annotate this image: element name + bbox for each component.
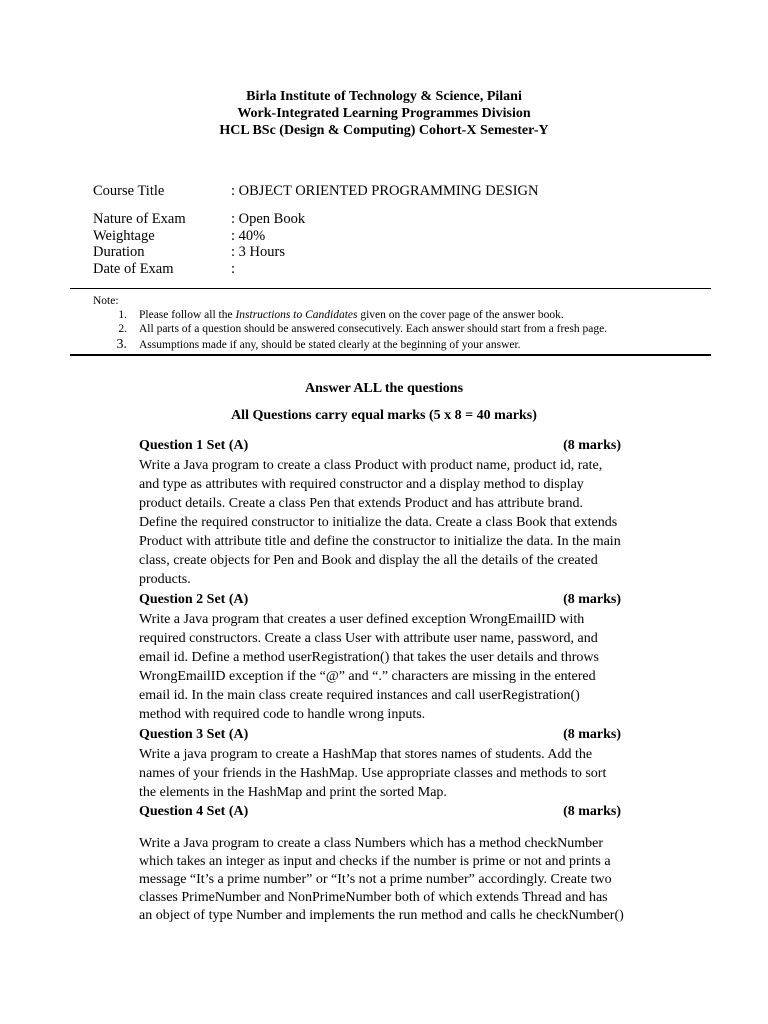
- note-text: Assumptions made if any, should be stated clearly at the beginning of your answer.: [139, 339, 521, 351]
- question-heading: [139, 590, 621, 609]
- note-item: [93, 308, 564, 323]
- question-line: Define the required constructor to initialize the data. Create a class Book that extends: [139, 515, 618, 530]
- question-line: an object of type Number and implements the run method and calls he checkNumber(): [139, 908, 624, 923]
- divider-top: [70, 288, 711, 289]
- question-line: Write a java program to create a HashMap that stores names of students. Add the: [139, 747, 593, 762]
- question-line: message “It’s a prime number” or “It’s not a prime number” accordingly. Create two: [139, 872, 612, 887]
- question-line: Write a Java program to create a class Product with product name, product id, rate,: [139, 458, 603, 473]
- question-line: email id. In the main class create required instances and call userRegistration(): [139, 688, 580, 703]
- note-emphasis: Instructions to Candidates: [235, 309, 358, 321]
- question-line: which takes an integer as input and checks if the number is prime or not and prints a: [139, 854, 611, 869]
- question-heading: [139, 725, 621, 744]
- question-line: the elements in the HashMap and print the sorted Map.: [139, 785, 447, 800]
- question-line: Write a Java program that creates a user defined exception WrongEmailID with: [139, 612, 585, 627]
- institution-header: [0, 88, 768, 139]
- exam-detail-label: Duration: [93, 244, 145, 260]
- question-line: products.: [139, 572, 191, 587]
- note-number: 1.: [118, 309, 127, 321]
- note-item: [93, 337, 521, 353]
- question-line: Write a Java program to create a class Numbers which has a method checkNumber: [139, 836, 603, 851]
- question-body: [139, 835, 679, 925]
- marks-distribution-heading: All Questions carry equal marks (5 x 8 = 40 marks): [231, 408, 537, 423]
- note-number: 2.: [118, 323, 127, 335]
- exam-detail-value: : Open Book: [231, 211, 306, 227]
- question-title: Question 4 Set (A): [139, 804, 249, 819]
- question-title: Question 1 Set (A): [139, 438, 249, 453]
- exam-detail-value: : 3 Hours: [231, 244, 285, 260]
- question-line: email id. Define a method userRegistration() that takes the user details and throws: [139, 650, 599, 665]
- question-marks: (8 marks): [563, 592, 621, 607]
- program-name: HCL BSc (Design & Computing) Cohort-X Semester-Y: [219, 123, 549, 138]
- exam-detail-label: Nature of Exam: [93, 211, 186, 227]
- question-line: classes PrimeNumber and NonPrimeNumber both of which extends Thread and has: [139, 890, 608, 905]
- course-title-value: : OBJECT ORIENTED PROGRAMMING DESIGN: [231, 183, 539, 199]
- division-name: Work-Integrated Learning Programmes Division: [237, 106, 531, 121]
- question-body: [139, 456, 679, 589]
- question-line: method with required code to handle wrong inputs.: [139, 707, 426, 722]
- institution-name: Birla Institute of Technology & Science, Pilani: [246, 89, 522, 104]
- divider-bottom: [70, 354, 711, 356]
- question-heading: [139, 436, 621, 455]
- question-title: Question 2 Set (A): [139, 592, 249, 607]
- question-marks: (8 marks): [563, 727, 621, 742]
- exam-detail-value: : 40%: [231, 228, 266, 244]
- note-item: [93, 322, 607, 337]
- note-number: 3.: [116, 337, 127, 352]
- question-line: names of your friends in the HashMap. Use appropriate classes and methods to sort: [139, 766, 607, 781]
- answer-all-heading: Answer ALL the questions: [304, 381, 464, 396]
- note-text: given on the cover page of the answer book.: [357, 309, 564, 321]
- exam-detail-label: Date of Exam: [93, 261, 174, 277]
- question-body: [139, 745, 679, 802]
- question-title: Question 3 Set (A): [139, 727, 249, 742]
- question-line: class, create objects for Pen and Book and display the all the details of the created: [139, 553, 598, 568]
- question-line: Product with attribute title and define the constructor to initialize the data. In the main: [139, 534, 621, 549]
- question-marks: (8 marks): [563, 804, 621, 819]
- course-title-label: Course Title: [93, 183, 165, 199]
- question-line: WrongEmailID exception if the “@” and “.” characters are missing in the entered: [139, 669, 596, 684]
- question-marks: (8 marks): [563, 438, 621, 453]
- note-text: Please follow all the: [139, 309, 236, 321]
- note-text: All parts of a question should be answered consecutively. Each answer should start from a fresh page.: [139, 323, 608, 335]
- note-label: Note:: [93, 295, 119, 307]
- question-line: required constructors. Create a class User with attribute user name, password, and: [139, 631, 598, 646]
- exam-detail-value: :: [231, 261, 236, 277]
- question-heading: [139, 802, 621, 821]
- question-body: [139, 610, 679, 724]
- exam-detail-label: Weightage: [93, 228, 155, 244]
- question-line: product details. Create a class Pen that extends Product and has attribute brand.: [139, 496, 583, 511]
- question-line: and type as attributes with required constructor and a display method to display: [139, 477, 584, 492]
